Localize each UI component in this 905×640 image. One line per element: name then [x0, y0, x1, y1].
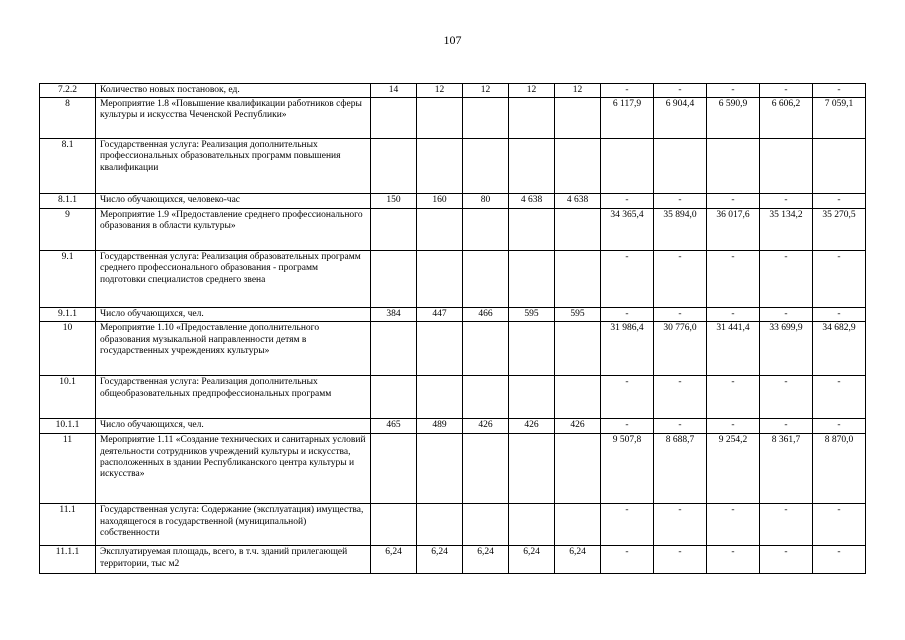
- table-row: [40, 546, 866, 574]
- indicator-value-cell: [509, 209, 555, 251]
- funding-value-cell: -: [654, 84, 707, 98]
- table-row: [40, 308, 866, 322]
- indicator-value-cell: 465: [371, 419, 417, 434]
- indicator-value-cell: 426: [463, 419, 509, 434]
- indicator-value-cell: [555, 139, 601, 194]
- funding-value-cell: -: [707, 194, 760, 209]
- row-name-cell: Государственная услуга: Реализация дополнительных профессиональных образовательных программ повышения квалификации: [96, 139, 371, 194]
- funding-value-cell: 7 059,1: [813, 98, 866, 139]
- indicator-value-cell: [509, 322, 555, 376]
- funding-value-cell: -: [654, 194, 707, 209]
- funding-value-cell: -: [601, 84, 654, 98]
- indicator-value-cell: [509, 504, 555, 546]
- funding-value-cell: 9 254,2: [707, 434, 760, 504]
- funding-value-cell: 8 688,7: [654, 434, 707, 504]
- funding-value-cell: -: [654, 308, 707, 322]
- indicator-value-cell: 12: [555, 84, 601, 98]
- page-number: 107: [443, 33, 462, 47]
- indicator-value-cell: [371, 376, 417, 419]
- indicator-value-cell: [371, 98, 417, 139]
- indicator-value-cell: [509, 376, 555, 419]
- funding-value-cell: -: [601, 251, 654, 308]
- indicator-value-cell: 4 638: [509, 194, 555, 209]
- row-number-cell: 8: [40, 98, 96, 139]
- funding-value-cell: 6 904,4: [654, 98, 707, 139]
- indicator-value-cell: [417, 376, 463, 419]
- funding-value-cell: -: [760, 419, 813, 434]
- table-row: [40, 376, 866, 419]
- funding-value-cell: 35 134,2: [760, 209, 813, 251]
- indicator-value-cell: 595: [509, 308, 555, 322]
- indicator-value-cell: 447: [417, 308, 463, 322]
- funding-value-cell: -: [813, 419, 866, 434]
- indicator-value-cell: [463, 251, 509, 308]
- indicator-value-cell: [417, 322, 463, 376]
- indicator-value-cell: 150: [371, 194, 417, 209]
- table-row: [40, 139, 866, 194]
- funding-value-cell: 35 270,5: [813, 209, 866, 251]
- indicator-table: [39, 83, 866, 574]
- indicator-value-cell: [417, 98, 463, 139]
- indicator-value-cell: 12: [463, 84, 509, 98]
- row-name-cell: Число обучающихся, человеко-час: [96, 194, 371, 209]
- funding-value-cell: 6 117,9: [601, 98, 654, 139]
- indicator-value-cell: [417, 504, 463, 546]
- table-row: [40, 322, 866, 376]
- funding-value-cell: -: [760, 84, 813, 98]
- indicator-value-cell: 466: [463, 308, 509, 322]
- indicator-value-cell: 6,24: [463, 546, 509, 574]
- row-name-cell: Мероприятие 1.9 «Предоставление среднего профессионального образования в области культуры»: [96, 209, 371, 251]
- indicator-value-cell: [371, 504, 417, 546]
- funding-value-cell: -: [707, 504, 760, 546]
- indicator-value-cell: [555, 376, 601, 419]
- funding-value-cell: -: [601, 376, 654, 419]
- indicator-value-cell: [463, 504, 509, 546]
- row-number-cell: 8.1.1: [40, 194, 96, 209]
- funding-value-cell: [707, 139, 760, 194]
- indicator-value-cell: [463, 98, 509, 139]
- funding-value-cell: -: [813, 84, 866, 98]
- indicator-value-cell: 595: [555, 308, 601, 322]
- indicator-value-cell: 12: [417, 84, 463, 98]
- indicator-value-cell: 426: [555, 419, 601, 434]
- indicator-value-cell: [509, 139, 555, 194]
- indicator-value-cell: [371, 322, 417, 376]
- row-number-cell: 9: [40, 209, 96, 251]
- funding-value-cell: -: [601, 194, 654, 209]
- funding-value-cell: -: [813, 376, 866, 419]
- indicator-value-cell: [555, 504, 601, 546]
- table-row: [40, 98, 866, 139]
- table-row: [40, 194, 866, 209]
- indicator-value-cell: [509, 434, 555, 504]
- indicator-value-cell: [509, 251, 555, 308]
- table-row: [40, 504, 866, 546]
- indicator-value-cell: [463, 139, 509, 194]
- row-number-cell: 8.1: [40, 139, 96, 194]
- indicator-value-cell: 489: [417, 419, 463, 434]
- funding-value-cell: 8 361,7: [760, 434, 813, 504]
- indicator-value-cell: 6,24: [509, 546, 555, 574]
- indicator-value-cell: [555, 98, 601, 139]
- indicator-value-cell: [555, 434, 601, 504]
- row-name-cell: Число обучающихся, чел.: [96, 419, 371, 434]
- row-number-cell: 10: [40, 322, 96, 376]
- indicator-value-cell: [371, 251, 417, 308]
- funding-value-cell: -: [707, 376, 760, 419]
- row-number-cell: 11.1: [40, 504, 96, 546]
- indicator-value-cell: 80: [463, 194, 509, 209]
- funding-value-cell: 33 699,9: [760, 322, 813, 376]
- row-name-cell: Количество новых постановок, ед.: [96, 84, 371, 98]
- funding-value-cell: -: [813, 308, 866, 322]
- indicator-value-cell: 6,24: [417, 546, 463, 574]
- indicator-value-cell: 4 638: [555, 194, 601, 209]
- funding-value-cell: -: [813, 504, 866, 546]
- funding-value-cell: 31 986,4: [601, 322, 654, 376]
- indicator-value-cell: [371, 434, 417, 504]
- indicator-value-cell: [463, 322, 509, 376]
- funding-value-cell: -: [760, 308, 813, 322]
- funding-value-cell: -: [654, 419, 707, 434]
- table-row: [40, 419, 866, 434]
- table-body: [40, 84, 866, 574]
- row-number-cell: 11.1.1: [40, 546, 96, 574]
- indicator-value-cell: [555, 322, 601, 376]
- funding-value-cell: [601, 139, 654, 194]
- row-name-cell: Государственная услуга: Реализация образовательных программ среднего профессионального образования - программ подготовки специалистов среднего звена: [96, 251, 371, 308]
- indicator-value-cell: 6,24: [371, 546, 417, 574]
- row-number-cell: 10.1: [40, 376, 96, 419]
- funding-value-cell: -: [654, 376, 707, 419]
- indicator-value-cell: [463, 434, 509, 504]
- row-name-cell: Мероприятие 1.10 «Предоставление дополнительного образования музыкальной направленности детям в государственных учреждениях культуры»: [96, 322, 371, 376]
- funding-value-cell: [654, 139, 707, 194]
- funding-value-cell: -: [654, 251, 707, 308]
- row-number-cell: 9.1: [40, 251, 96, 308]
- row-number-cell: 7.2.2: [40, 84, 96, 98]
- row-name-cell: Мероприятие 1.11 «Создание технических и санитарных условий деятельности сотрудников учреждений культуры и искусства, расположенных в здании Республиканского центра культуры и искусства»: [96, 434, 371, 504]
- funding-value-cell: -: [707, 251, 760, 308]
- funding-value-cell: 31 441,4: [707, 322, 760, 376]
- indicator-value-cell: [509, 98, 555, 139]
- row-name-cell: Эксплуатируемая площадь, всего, в т.ч. зданий прилегающей территории, тыс м2: [96, 546, 371, 574]
- row-name-cell: Число обучающихся, чел.: [96, 308, 371, 322]
- row-number-cell: 10.1.1: [40, 419, 96, 434]
- funding-value-cell: 6 590,9: [707, 98, 760, 139]
- funding-value-cell: -: [760, 546, 813, 574]
- funding-value-cell: -: [601, 546, 654, 574]
- funding-value-cell: -: [601, 504, 654, 546]
- indicator-value-cell: [371, 209, 417, 251]
- funding-value-cell: 30 776,0: [654, 322, 707, 376]
- funding-value-cell: -: [760, 251, 813, 308]
- funding-value-cell: [813, 139, 866, 194]
- indicator-value-cell: 426: [509, 419, 555, 434]
- indicator-value-cell: 12: [509, 84, 555, 98]
- indicator-value-cell: 384: [371, 308, 417, 322]
- funding-value-cell: 8 870,0: [813, 434, 866, 504]
- row-name-cell: Государственная услуга: Реализация дополнительных общеобразовательных предпрофессиональных программ: [96, 376, 371, 419]
- funding-value-cell: 35 894,0: [654, 209, 707, 251]
- row-number-cell: 11: [40, 434, 96, 504]
- funding-value-cell: -: [813, 546, 866, 574]
- funding-value-cell: -: [601, 419, 654, 434]
- funding-value-cell: -: [760, 194, 813, 209]
- indicator-value-cell: [463, 376, 509, 419]
- indicator-value-cell: [463, 209, 509, 251]
- indicator-value-cell: [417, 434, 463, 504]
- table-row: [40, 434, 866, 504]
- funding-value-cell: -: [707, 546, 760, 574]
- funding-value-cell: -: [707, 308, 760, 322]
- funding-value-cell: 36 017,6: [707, 209, 760, 251]
- funding-value-cell: -: [654, 546, 707, 574]
- row-name-cell: Государственная услуга: Содержание (эксплуатация) имущества, находящегося в государственной (муниципальной) собственности: [96, 504, 371, 546]
- row-number-cell: 9.1.1: [40, 308, 96, 322]
- funding-value-cell: -: [707, 84, 760, 98]
- indicator-value-cell: 160: [417, 194, 463, 209]
- funding-value-cell: 9 507,8: [601, 434, 654, 504]
- funding-value-cell: 34 682,9: [813, 322, 866, 376]
- indicator-value-cell: 6,24: [555, 546, 601, 574]
- table-row: [40, 84, 866, 98]
- indicator-value-cell: [417, 139, 463, 194]
- indicator-value-cell: [417, 209, 463, 251]
- row-name-cell: Мероприятие 1.8 «Повышение квалификации работников сферы культуры и искусства Чеченской Республики»: [96, 98, 371, 139]
- funding-value-cell: -: [601, 308, 654, 322]
- funding-value-cell: 34 365,4: [601, 209, 654, 251]
- indicator-value-cell: [555, 209, 601, 251]
- indicator-value-cell: [555, 251, 601, 308]
- funding-value-cell: -: [707, 419, 760, 434]
- indicator-value-cell: 14: [371, 84, 417, 98]
- funding-value-cell: -: [654, 504, 707, 546]
- funding-value-cell: -: [813, 194, 866, 209]
- funding-value-cell: 6 606,2: [760, 98, 813, 139]
- funding-value-cell: -: [760, 504, 813, 546]
- indicator-value-cell: [371, 139, 417, 194]
- funding-value-cell: -: [760, 376, 813, 419]
- funding-value-cell: [760, 139, 813, 194]
- funding-value-cell: -: [813, 251, 866, 308]
- indicator-value-cell: [417, 251, 463, 308]
- table-row: [40, 209, 866, 251]
- table-row: [40, 251, 866, 308]
